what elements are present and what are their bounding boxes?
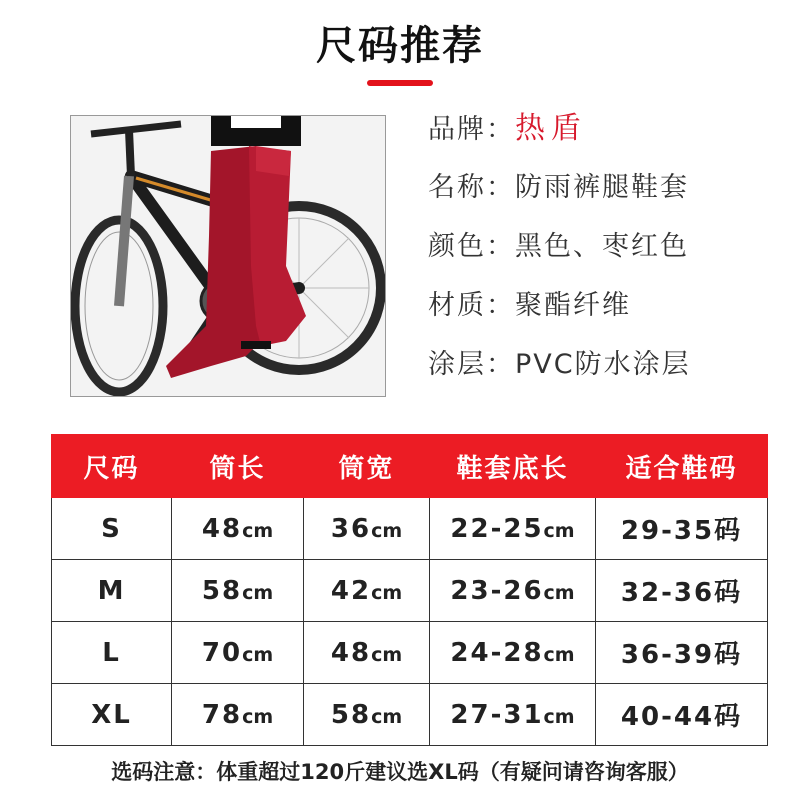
table-row — [52, 684, 768, 746]
cell-size: L — [52, 622, 172, 684]
cell-size: S — [52, 498, 172, 560]
cell-shoe-size: 29-35码 — [596, 498, 768, 560]
cell-sole: 22-25cm — [430, 498, 596, 560]
spec-row-brand — [428, 104, 788, 163]
spec-label: 涂层： — [428, 349, 515, 380]
cell-width: 48cm — [304, 622, 430, 684]
cell-width: 42cm — [304, 560, 430, 622]
spec-row-material — [428, 281, 788, 340]
table-row — [52, 498, 768, 560]
cell-length: 78cm — [172, 684, 304, 746]
cell-length: 70cm — [172, 622, 304, 684]
header-shoe-size: 适合鞋码 — [596, 435, 768, 498]
spec-row-color — [428, 222, 788, 281]
spec-value: 黑色、枣红色 — [515, 231, 689, 262]
spec-list — [428, 104, 788, 399]
cell-sole: 24-28cm — [430, 622, 596, 684]
bicycle-rider-image — [71, 116, 385, 396]
product-photo — [70, 115, 386, 397]
cell-sole: 27-31cm — [430, 684, 596, 746]
title-underline — [367, 80, 433, 86]
page-title: 尺码推荐 — [316, 23, 484, 69]
cell-length: 58cm — [172, 560, 304, 622]
cell-length: 48cm — [172, 498, 304, 560]
spec-label: 材质： — [428, 290, 515, 321]
spec-value: 热盾 — [515, 111, 587, 146]
size-table — [51, 434, 768, 746]
cell-shoe-size: 36-39码 — [596, 622, 768, 684]
cell-size: XL — [52, 684, 172, 746]
spec-row-name — [428, 163, 788, 222]
header-length: 筒长 — [172, 435, 304, 498]
spec-label: 颜色： — [428, 231, 515, 262]
spec-label: 名称： — [428, 172, 515, 203]
spec-row-coating — [428, 340, 788, 399]
cell-shoe-size: 32-36码 — [596, 560, 768, 622]
table-row — [52, 560, 768, 622]
spec-value: 防雨裤腿鞋套 — [515, 172, 689, 203]
cell-width: 36cm — [304, 498, 430, 560]
spec-label: 品牌： — [428, 114, 515, 145]
cell-size: M — [52, 560, 172, 622]
header-sole: 鞋套底长 — [430, 435, 596, 498]
table-row — [52, 622, 768, 684]
cell-width: 58cm — [304, 684, 430, 746]
cell-shoe-size: 40-44码 — [596, 684, 768, 746]
size-note: 选码注意：体重超过120斤建议选XL码（有疑问请咨询客服） — [111, 760, 689, 784]
spec-value: PVC防水涂层 — [515, 349, 691, 380]
cell-sole: 23-26cm — [430, 560, 596, 622]
size-table-header — [52, 435, 768, 498]
header-size: 尺码 — [52, 435, 172, 498]
spec-value: 聚酯纤维 — [515, 290, 631, 321]
header-width: 筒宽 — [304, 435, 430, 498]
